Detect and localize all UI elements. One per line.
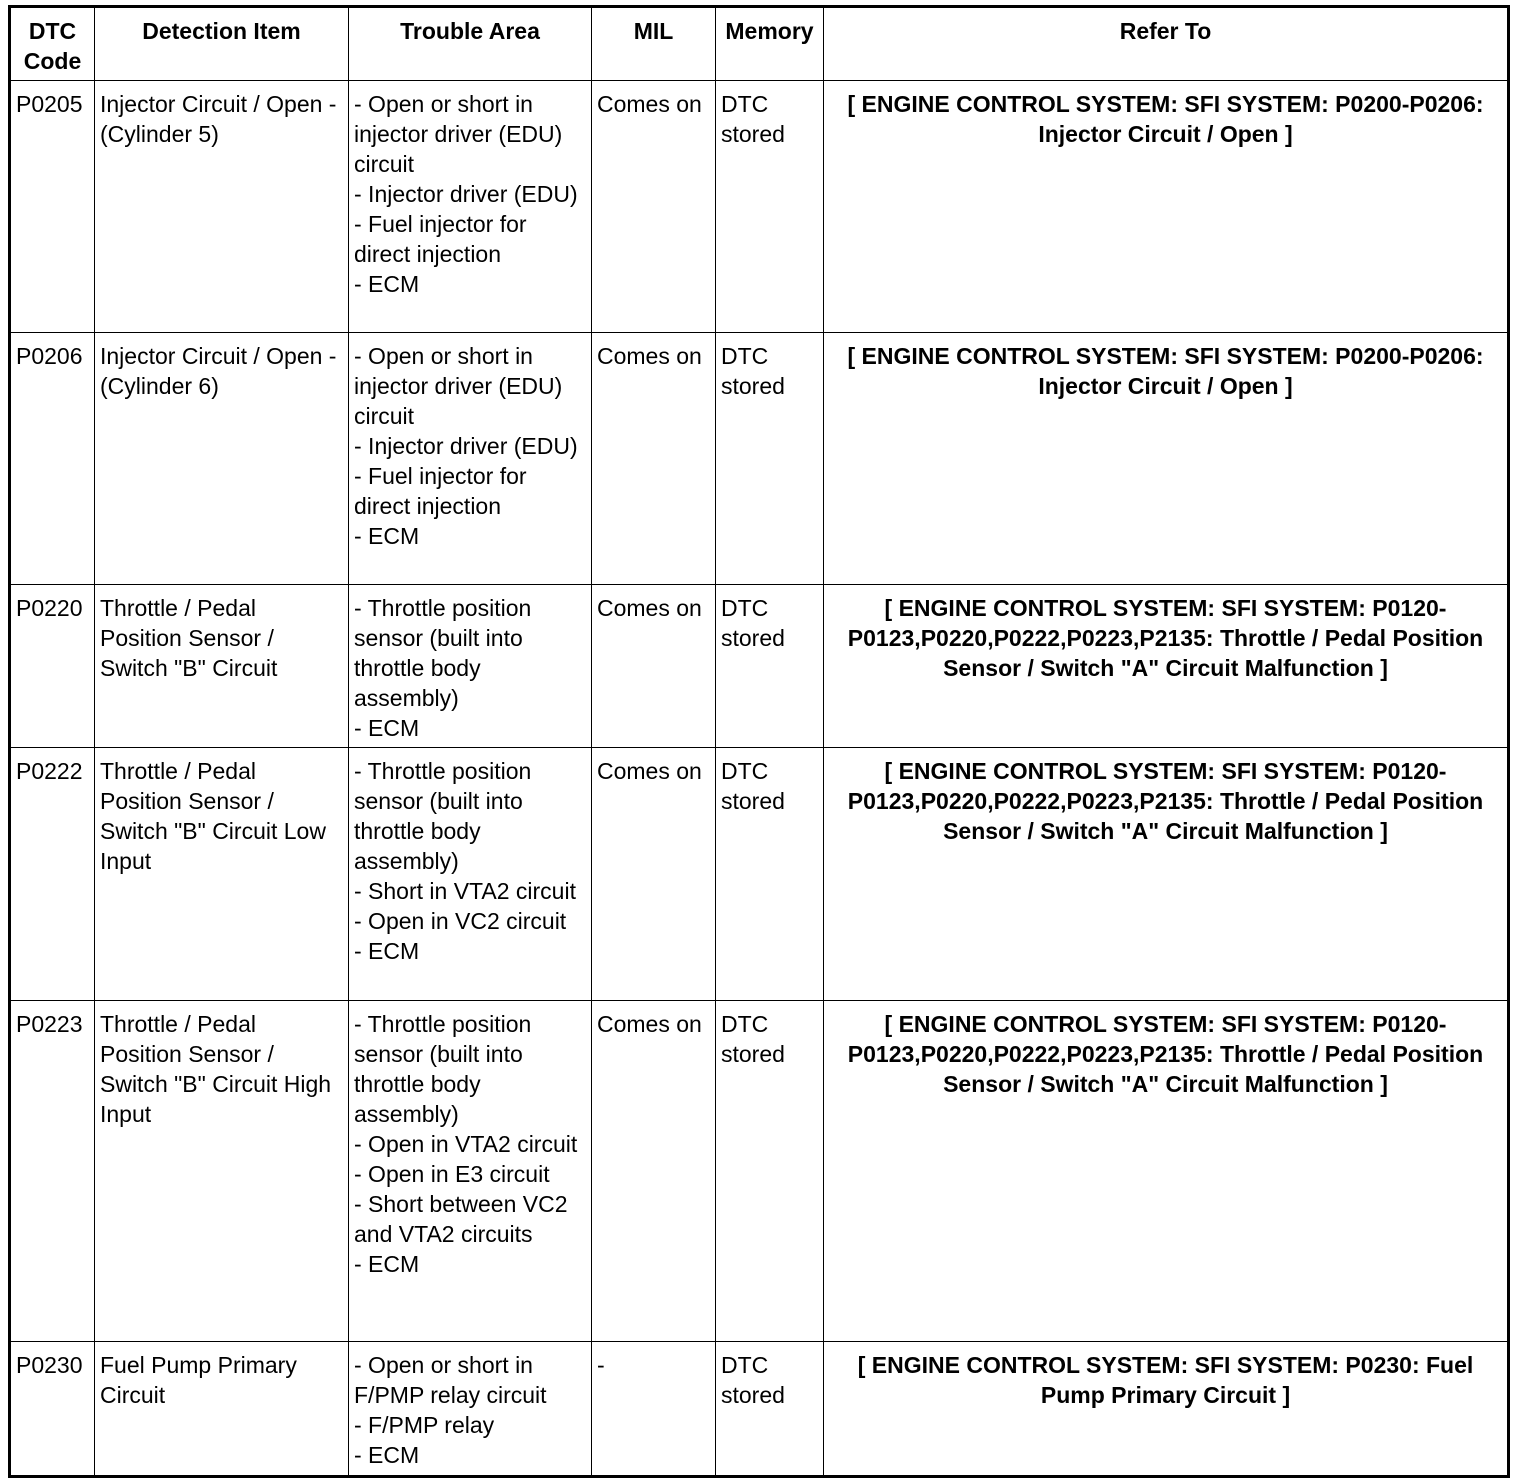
dtc-code-cell: P0206 bbox=[10, 333, 95, 585]
trouble-area-cell bbox=[349, 1342, 592, 1477]
trouble-area-cell bbox=[349, 748, 592, 1001]
detection-item-cell: Fuel Pump Primary Circuit bbox=[95, 1342, 349, 1477]
mil-cell: Comes on bbox=[592, 1001, 716, 1342]
trouble-area-line: - ECM bbox=[354, 1442, 420, 1468]
mil-cell: - bbox=[592, 1342, 716, 1477]
refer-to-cell: [ ENGINE CONTROL SYSTEM: SFI SYSTEM: P0230: Fuel Pump Primary Circuit ] bbox=[824, 1342, 1509, 1477]
trouble-area-line: - ECM bbox=[354, 715, 420, 741]
dtc-code-cell: P0223 bbox=[10, 1001, 95, 1342]
table-row bbox=[10, 1342, 1509, 1477]
detection-item-cell: Injector Circuit / Open - (Cylinder 6) bbox=[95, 333, 349, 585]
header-mil: MIL bbox=[592, 7, 716, 81]
table-row bbox=[10, 1001, 1509, 1342]
trouble-area-line: - Open or short in injector driver (EDU) circuit bbox=[354, 343, 569, 429]
trouble-area-line: - Open or short in injector driver (EDU) circuit bbox=[354, 91, 569, 177]
header-row bbox=[10, 7, 1509, 81]
header-trouble-area: Trouble Area bbox=[349, 7, 592, 81]
memory-cell: DTC stored bbox=[716, 81, 824, 333]
trouble-area-line: - ECM bbox=[354, 523, 420, 549]
mil-cell: Comes on bbox=[592, 81, 716, 333]
trouble-area-line: - Throttle position sensor (built into throttle body assembly) bbox=[354, 758, 538, 874]
dtc-code-cell: P0205 bbox=[10, 81, 95, 333]
table-row bbox=[10, 81, 1509, 333]
table-row bbox=[10, 748, 1509, 1001]
mil-cell: Comes on bbox=[592, 585, 716, 748]
refer-to-cell: [ ENGINE CONTROL SYSTEM: SFI SYSTEM: P0200-P0206: Injector Circuit / Open ] bbox=[824, 333, 1509, 585]
detection-item-cell: Throttle / Pedal Position Sensor / Switch "B" Circuit bbox=[95, 585, 349, 748]
memory-cell: DTC stored bbox=[716, 333, 824, 585]
trouble-area-cell bbox=[349, 81, 592, 333]
trouble-area-line: - Throttle position sensor (built into throttle body assembly) bbox=[354, 1011, 538, 1127]
memory-cell: DTC stored bbox=[716, 748, 824, 1001]
trouble-area-line: - ECM bbox=[354, 271, 420, 297]
detection-item-cell: Throttle / Pedal Position Sensor / Switch "B" Circuit High Input bbox=[95, 1001, 349, 1342]
trouble-area-cell bbox=[349, 333, 592, 585]
dtc-code-cell: P0220 bbox=[10, 585, 95, 748]
dtc-code-cell: P0230 bbox=[10, 1342, 95, 1477]
trouble-area-line: - ECM bbox=[354, 938, 420, 964]
trouble-area-line: - Fuel injector for direct injection bbox=[354, 211, 533, 267]
mil-cell: Comes on bbox=[592, 748, 716, 1001]
memory-cell: DTC stored bbox=[716, 1342, 824, 1477]
trouble-area-cell bbox=[349, 585, 592, 748]
detection-item-cell: Injector Circuit / Open - (Cylinder 5) bbox=[95, 81, 349, 333]
trouble-area-line: - Fuel injector for direct injection bbox=[354, 463, 533, 519]
memory-cell: DTC stored bbox=[716, 585, 824, 748]
mil-cell: Comes on bbox=[592, 333, 716, 585]
table-row bbox=[10, 585, 1509, 748]
trouble-area-line: - Throttle position sensor (built into throttle body assembly) bbox=[354, 595, 538, 711]
refer-to-cell: [ ENGINE CONTROL SYSTEM: SFI SYSTEM: P0120-P0123,P0220,P0222,P0223,P2135: Throttle / Pedal Position Sensor / Switch "A" Circuit Malfunction ] bbox=[824, 1001, 1509, 1342]
refer-to-cell: [ ENGINE CONTROL SYSTEM: SFI SYSTEM: P0120-P0123,P0220,P0222,P0223,P2135: Throttle / Pedal Position Sensor / Switch "A" Circuit Malfunction ] bbox=[824, 748, 1509, 1001]
trouble-area-line: - Open or short in F/PMP relay circuit bbox=[354, 1352, 547, 1408]
table-body bbox=[10, 81, 1509, 1477]
dtc-code-cell: P0222 bbox=[10, 748, 95, 1001]
trouble-area-line: - Injector driver (EDU) bbox=[354, 433, 578, 459]
trouble-area-line: - Short between VC2 and VTA2 circuits bbox=[354, 1191, 574, 1247]
trouble-area-line: - F/PMP relay bbox=[354, 1412, 495, 1438]
header-detection-item: Detection Item bbox=[95, 7, 349, 81]
trouble-area-line: - Open in E3 circuit bbox=[354, 1161, 550, 1187]
header-memory: Memory bbox=[716, 7, 824, 81]
refer-to-cell: [ ENGINE CONTROL SYSTEM: SFI SYSTEM: P0200-P0206: Injector Circuit / Open ] bbox=[824, 81, 1509, 333]
trouble-area-line: - Open in VTA2 circuit bbox=[354, 1131, 578, 1157]
refer-to-cell: [ ENGINE CONTROL SYSTEM: SFI SYSTEM: P0120-P0123,P0220,P0222,P0223,P2135: Throttle / Pedal Position Sensor / Switch "A" Circuit Malfunction ] bbox=[824, 585, 1509, 748]
header-dtc-code: DTC Code bbox=[10, 7, 95, 81]
trouble-area-cell bbox=[349, 1001, 592, 1342]
trouble-area-line: - ECM bbox=[354, 1251, 420, 1277]
table-row bbox=[10, 333, 1509, 585]
header-refer-to: Refer To bbox=[824, 7, 1509, 81]
memory-cell: DTC stored bbox=[716, 1001, 824, 1342]
detection-item-cell: Throttle / Pedal Position Sensor / Switch "B" Circuit Low Input bbox=[95, 748, 349, 1001]
trouble-area-line: - Short in VTA2 circuit bbox=[354, 878, 576, 904]
dtc-table bbox=[8, 5, 1510, 1478]
trouble-area-line: - Injector driver (EDU) bbox=[354, 181, 578, 207]
trouble-area-line: - Open in VC2 circuit bbox=[354, 908, 567, 934]
